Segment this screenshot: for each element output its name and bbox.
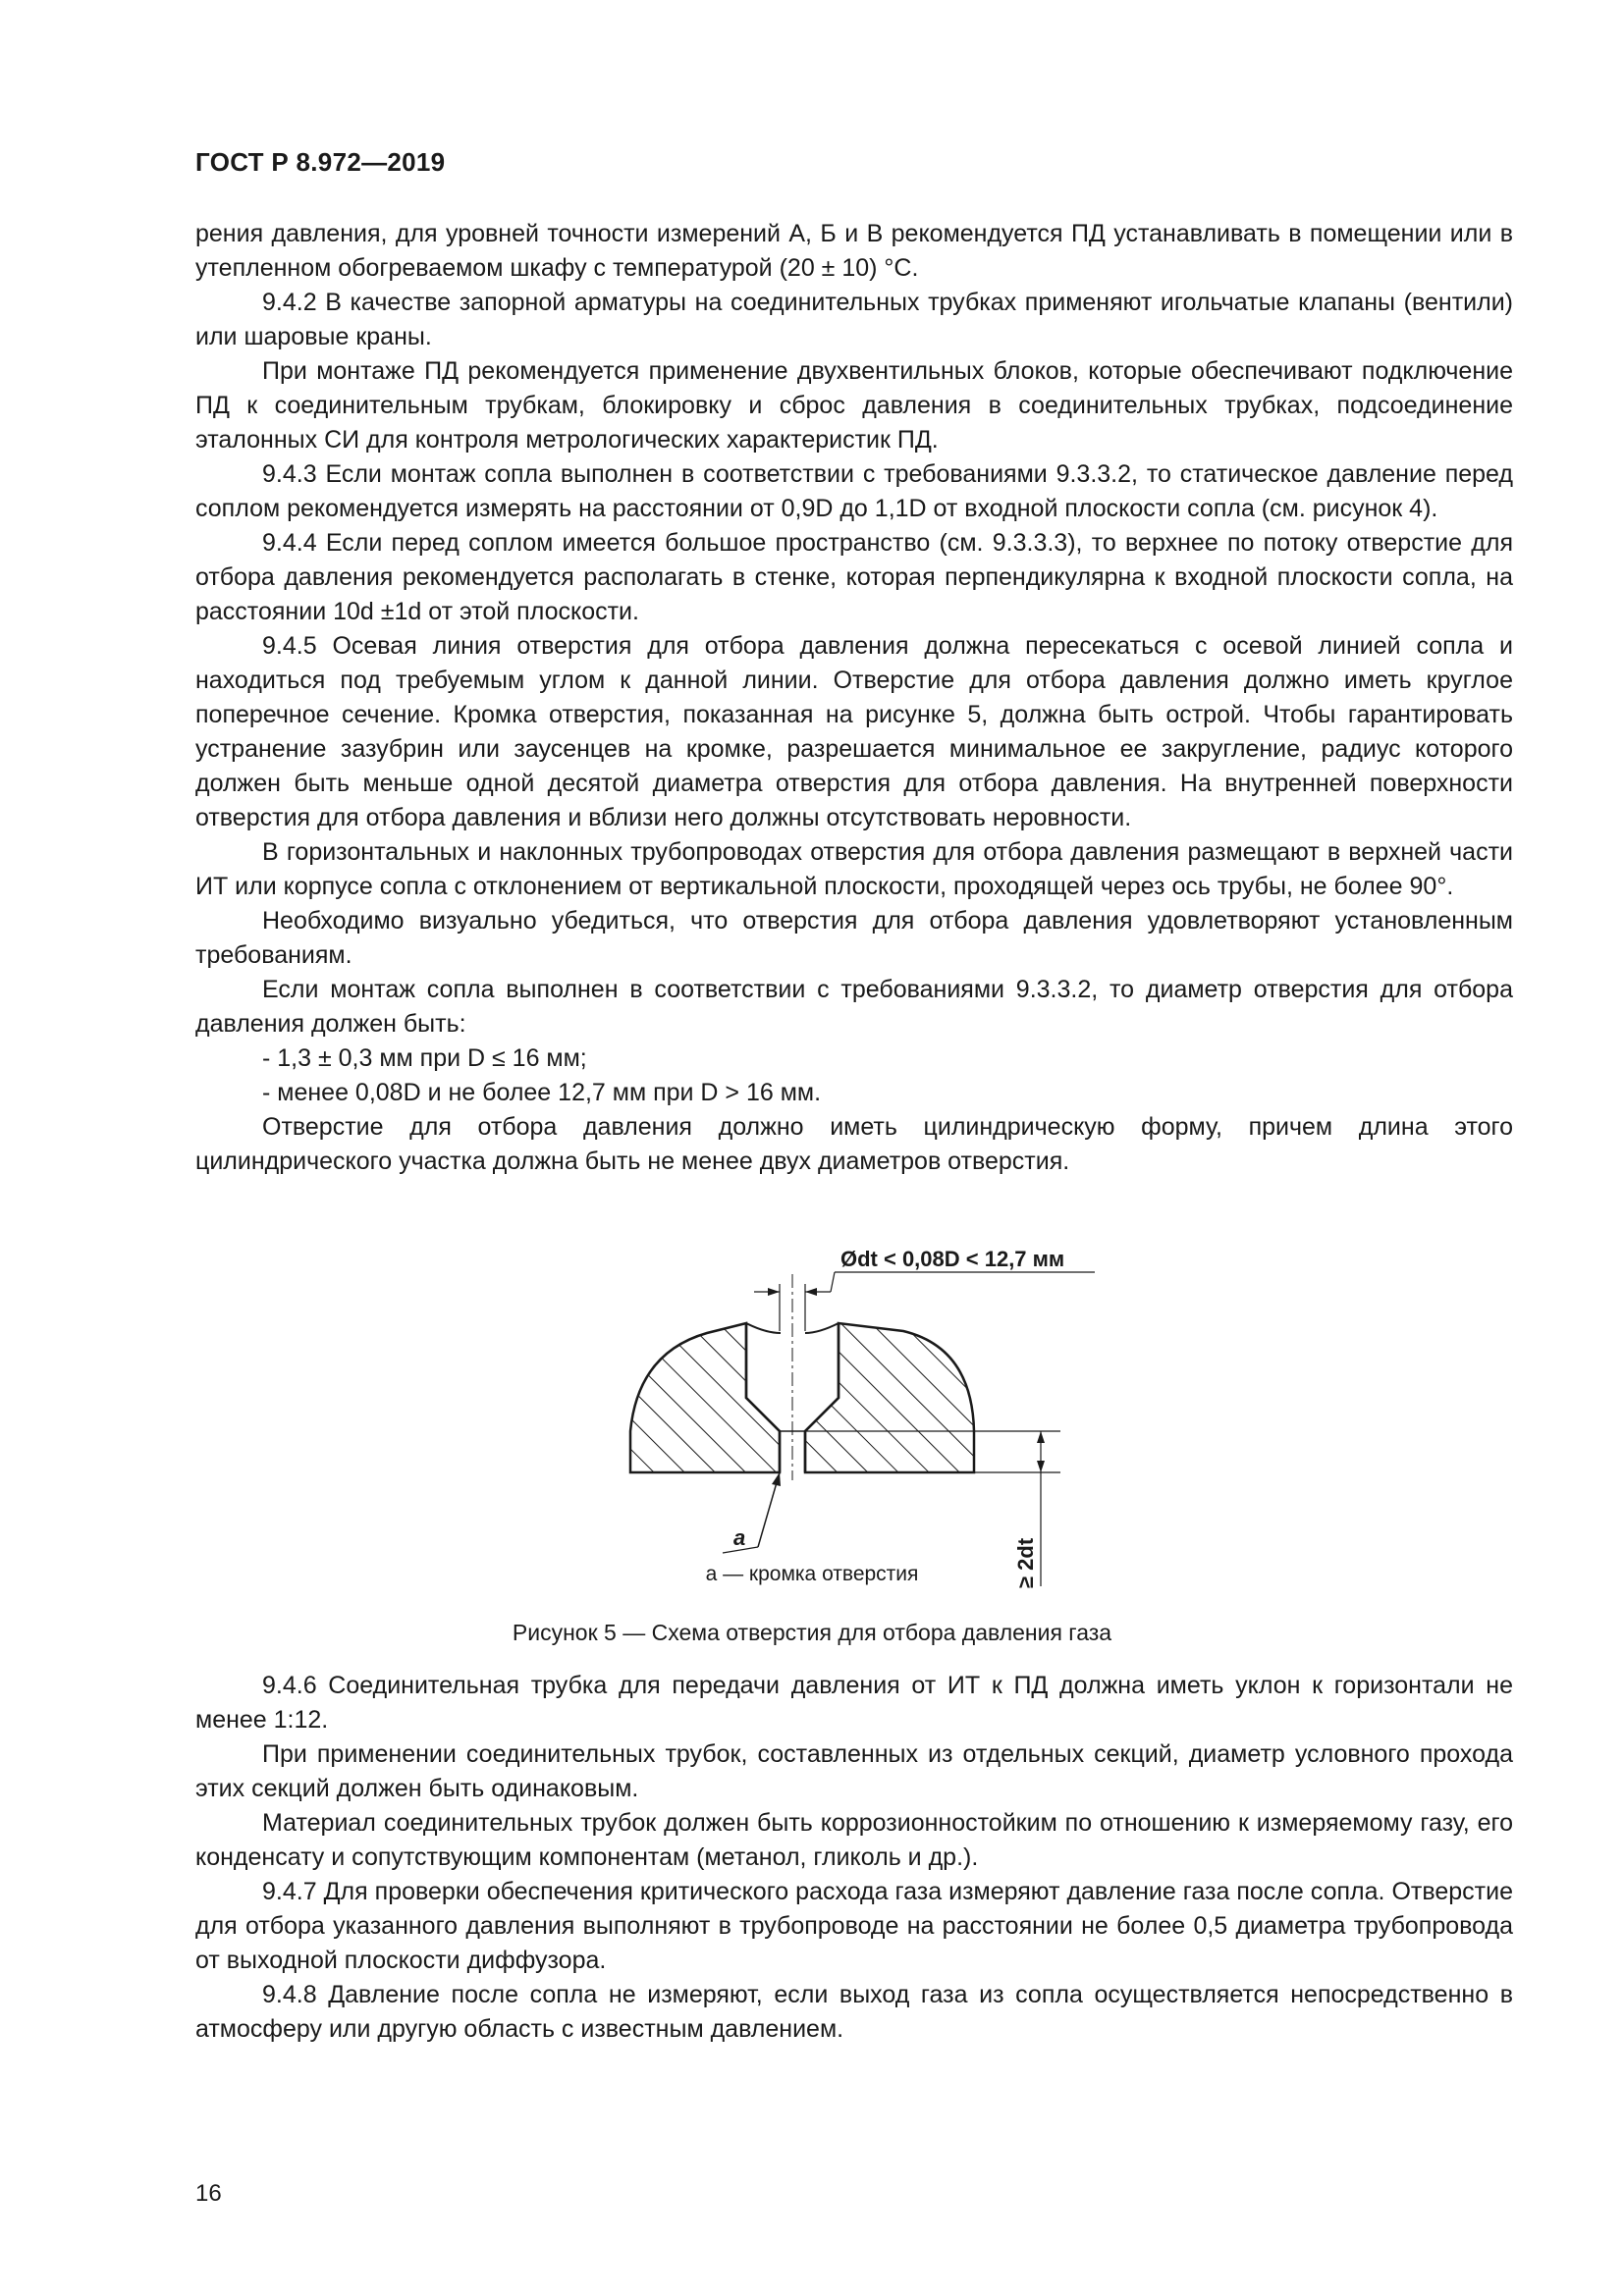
bottom-text-block: [195, 1669, 1513, 2047]
paragraph: Материал соединительных трубок должен быть коррозионностойким по отношению к измеряемому газу, его конденсату и сопутствующим компонентам (метанол, гликоль и др.).: [195, 1809, 1513, 1871]
dim-label-side: ≥ 2dt: [1013, 1537, 1038, 1588]
paragraph: 9.4.7 Для проверки обеспечения критического расхода газа измеряют давление газа после сопла. Отверстие для отбора указанного давления выполняют в трубопроводе на расстоянии не более 0,5 диаметра трубопровода от выходной плоскости диффузора.: [195, 1878, 1513, 1974]
paragraph: 9.4.3 Если монтаж сопла выполнен в соответствии с требованиями 9.3.3.2, то статическое давление перед соплом рекомендуется измерять на расстоянии от 0,9D до 1,1D от входной плоскости сопла (см. рисунок 4).: [195, 460, 1513, 522]
paragraph: 9.4.8 Давление после сопла не измеряют, если выход газа из сопла осуществляется непосредственно в атмосферу или другую область с известным давлением.: [195, 1981, 1513, 2043]
list-item: - 1,3 ± 0,3 мм при D ≤ 16 мм;: [262, 1044, 587, 1072]
figure-caption: Рисунок 5 — Схема отверстия для отбора давления газа: [512, 1620, 1112, 1645]
dim-label-top: Ødt < 0,08D < 12,7 мм: [840, 1247, 1065, 1271]
wall-section-left: [630, 1323, 780, 1472]
paragraph: 9.4.4 Если перед соплом имеется большое пространство (см. 9.3.3.3), то верхнее по потоку отверстие для отбора давления рекомендуется располагать в стенке, которая перпендикулярна к входной плоскости сопла, на расстоянии 10d ±1d от этой плоскости.: [195, 529, 1513, 625]
paragraph: рения давления, для уровней точности измерений А, Б и В рекомендуется ПД устанавливать в помещении или в утепленном обогреваемом шкафу с температурой (20 ± 10) °C.: [195, 220, 1513, 282]
paragraph: В горизонтальных и наклонных трубопроводах отверстия для отбора давления размещают в верхней части ИТ или корпусе сопла с отклонением от вертикальной плоскости, проходящей через ось трубы, не более 90°.: [195, 838, 1513, 900]
top-text-block: [195, 217, 1513, 1179]
page-number: 16: [195, 2180, 222, 2207]
list-item: - менее 0,08D и не более 12,7 мм при D > 16 мм.: [262, 1079, 822, 1106]
document-header: ГОСТ Р 8.972—2019: [195, 147, 446, 177]
figure-5-pressure-tap-diagram: [609, 1245, 1100, 1618]
paragraph: Если монтаж сопла выполнен в соответствии с требованиями 9.3.3.2, то диаметр отверстия для отбора давления должен быть:: [195, 976, 1513, 1038]
paragraph: Отверстие для отбора давления должно иметь цилиндрическую форму, причем длина этого цилиндрического участка должна быть не менее двух диаметров отверстия.: [195, 1113, 1513, 1175]
paragraph: Необходимо визуально убедиться, что отверстия для отбора давления удовлетворяют установленным требованиям.: [195, 907, 1513, 969]
paragraph: При монтаже ПД рекомендуется применение двухвентильных блоков, которые обеспечивают подключение ПД к соединительным трубкам, блокировку и сброс давления в соединительных трубках, подсоединение эталонных СИ для контроля метрологических характеристик ПД.: [195, 357, 1513, 454]
figure-legend: a — кромка отверстия: [705, 1563, 919, 1585]
paragraph: 9.4.6 Соединительная трубка для передачи давления от ИТ к ПД должна иметь уклон к горизонтали не менее 1:12.: [195, 1672, 1513, 1734]
wall-section-right: [805, 1323, 974, 1472]
paragraph: При применении соединительных трубок, составленных из отдельных секций, диаметр условного прохода этих секций должен быть одинаковым.: [195, 1740, 1513, 1802]
paragraph: 9.4.2 В качестве запорной арматуры на соединительных трубках применяют игольчатые клапаны (вентили) или шаровые краны.: [195, 289, 1513, 350]
edge-marker: a: [733, 1525, 746, 1550]
paragraph: 9.4.5 Осевая линия отверстия для отбора давления должна пересекаться с осевой линией сопла и находиться под требуемым углом к данной линии. Отверстие для отбора давления должно иметь круглое поперечное сечение. Кромка отверстия, показанная на рисунке 5, должна быть острой. Чтобы гарантировать устранение зазубрин или заусенцев на кромке, разрешается минимальное ее закругление, радиус которого должен быть меньше одной десятой диаметра отверстия для отбора давления. На внутренней поверхности отверстия для отбора давления и вблизи него должны отсутствовать неровности.: [195, 632, 1513, 831]
